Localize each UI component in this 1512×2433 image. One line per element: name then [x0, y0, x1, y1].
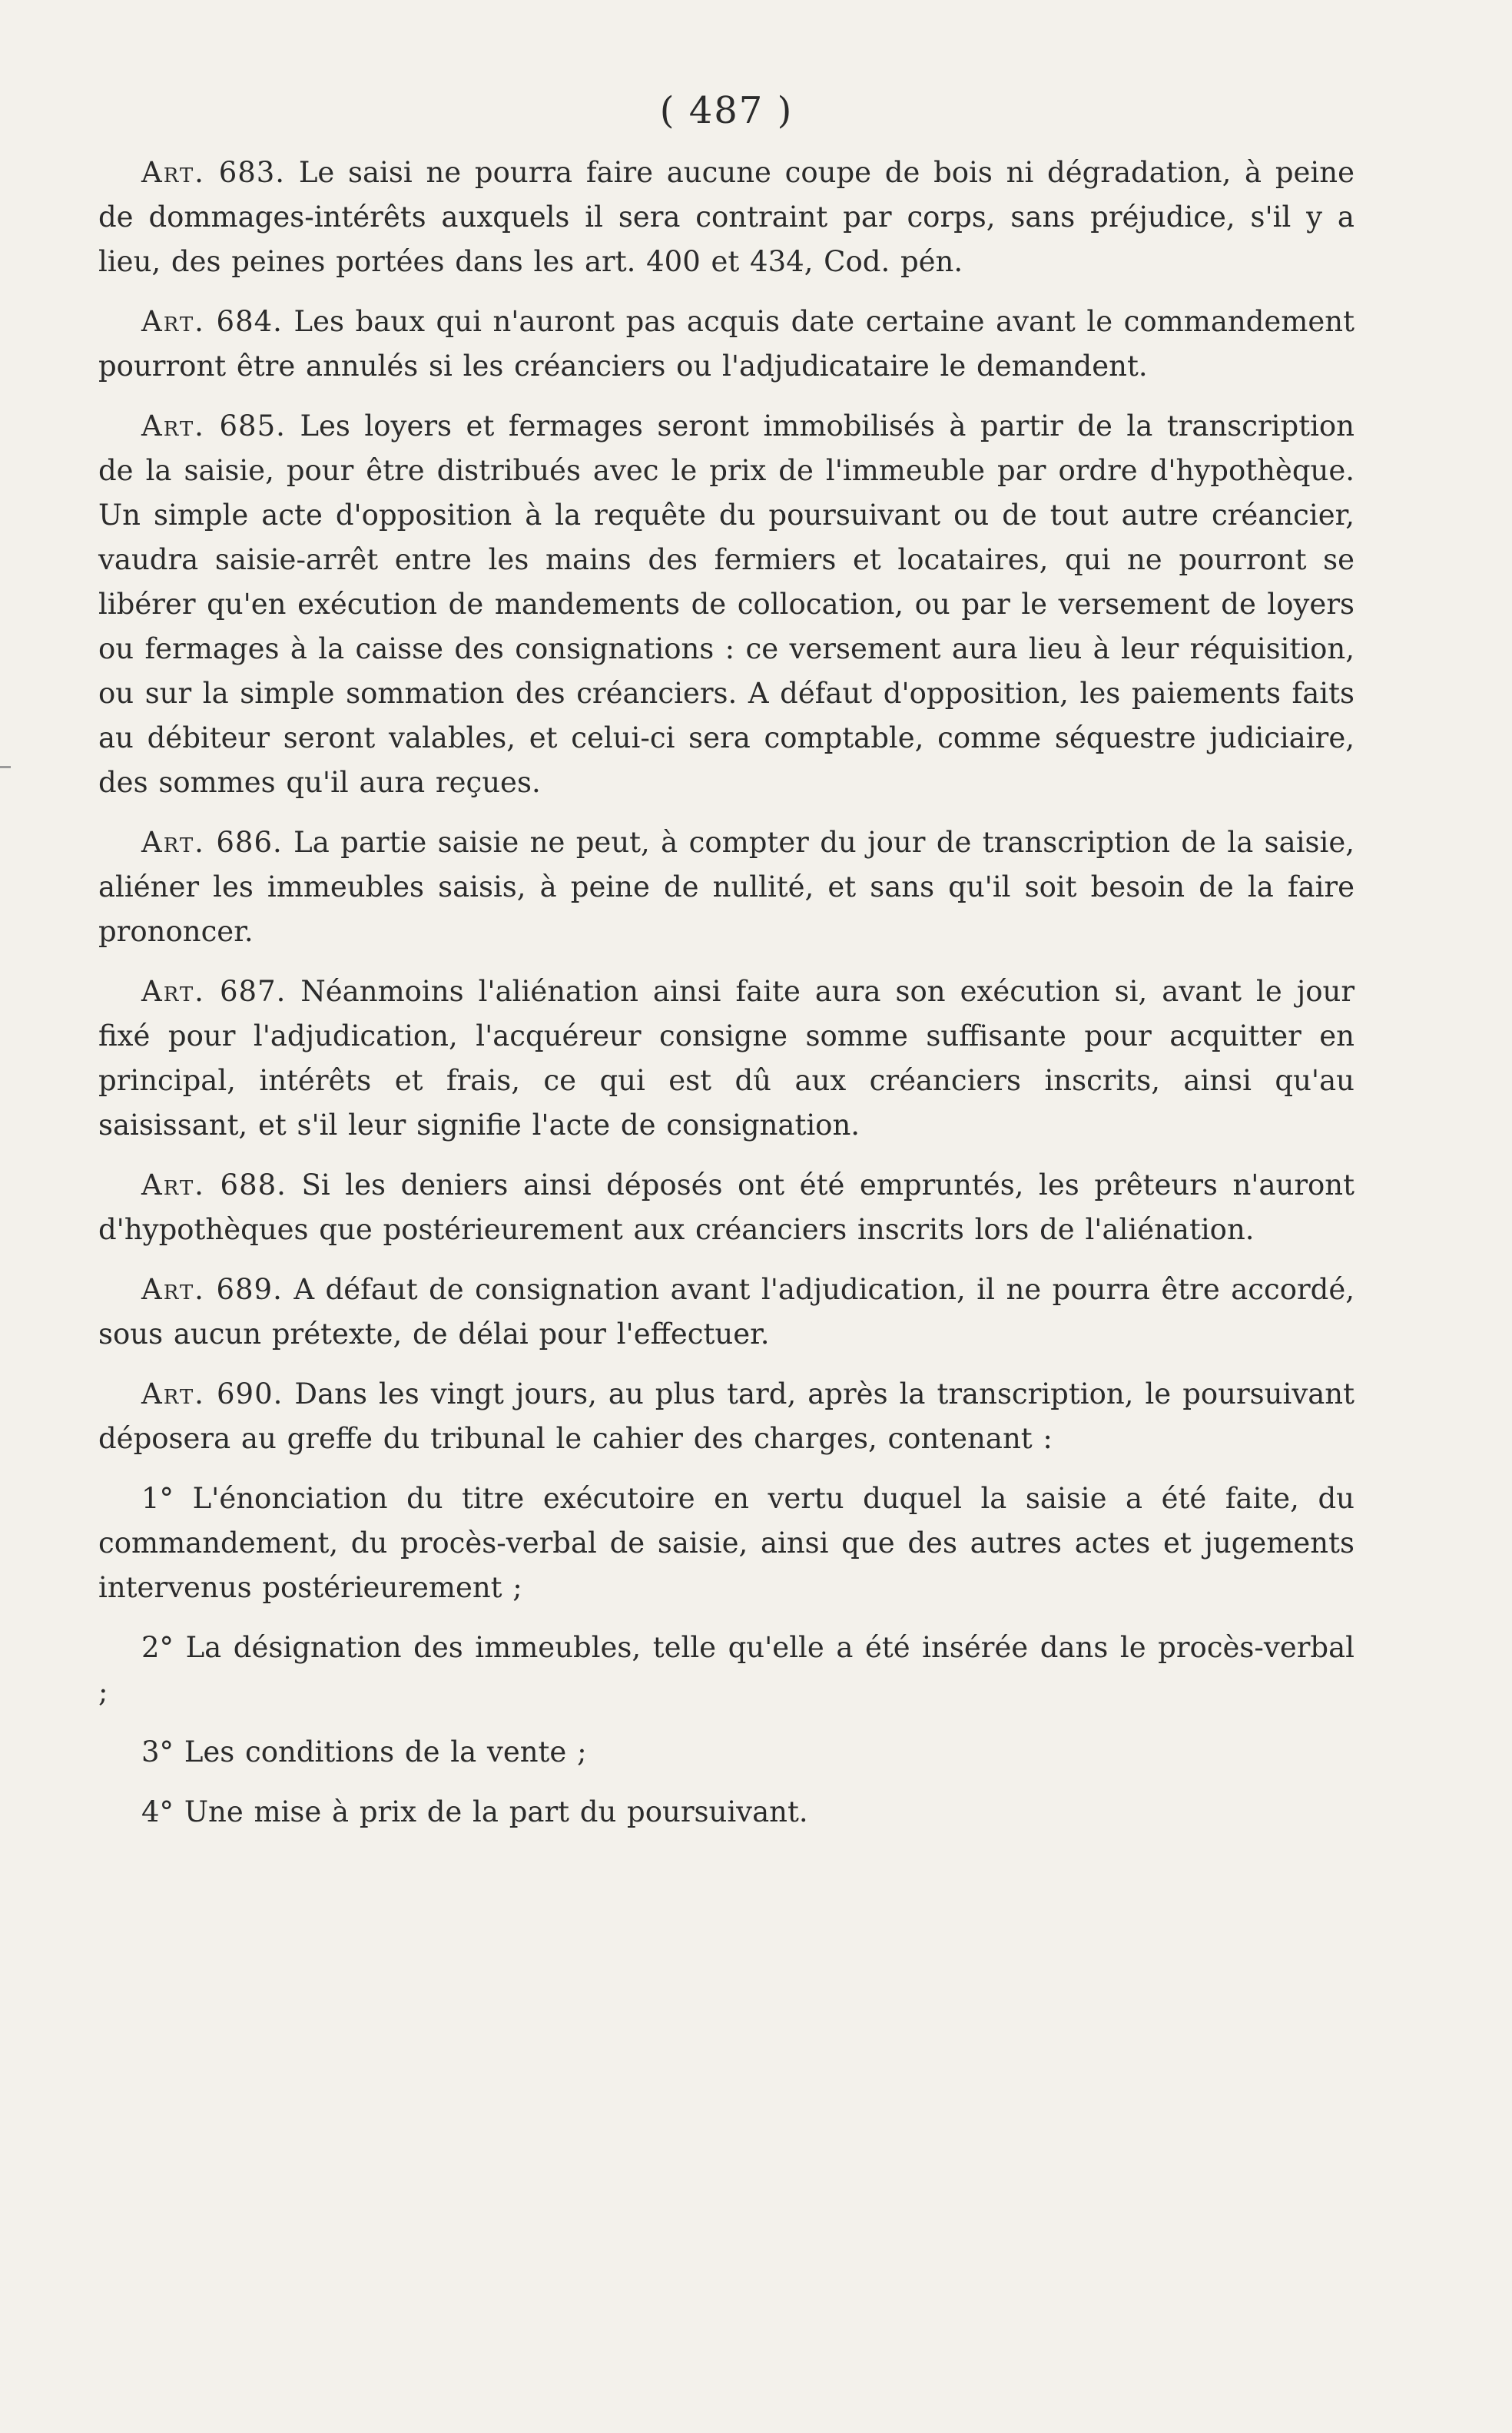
list-item-2	[98, 1626, 1354, 1715]
article-689	[98, 1268, 1354, 1357]
article-683	[98, 151, 1354, 284]
article-text: Si les deniers ainsi déposés ont été empruntés, les prêteurs n'auront d'hypothèques que postérieurement aux créanciers inscrits lors de l'aliénation.	[98, 1168, 1355, 1246]
article-685	[98, 404, 1354, 805]
page-number: ( 487 )	[659, 89, 794, 132]
article-688	[98, 1163, 1354, 1252]
article-text: A défaut de consignation avant l'adjudication, il ne pourra être accordé, sous aucun prétexte, de délai pour l'effectuer.	[98, 1273, 1355, 1351]
article-684	[98, 300, 1354, 389]
article-label: Art.	[141, 156, 205, 189]
article-text: La partie saisie ne peut, à compter du jour de transcription de la saisie, aliéner les immeubles saisis, à peine de nullité, et sans qu'il soit besoin de la faire prononcer.	[98, 826, 1355, 948]
article-text: Néanmoins l'aliénation ainsi faite aura son exécution si, avant le jour fixé pour l'adjudication, l'acquéreur consigne somme suffisante pour acquitter en principal, intérêts et frais, ce qui est dû aux créanciers inscrits, ainsi qu'au saisissant, et s'il leur signifie l'acte de consignation.	[98, 975, 1355, 1142]
article-number: 687.	[219, 975, 287, 1008]
article-number: 685.	[219, 409, 286, 443]
article-690	[98, 1372, 1354, 1461]
article-number: 683.	[218, 156, 286, 189]
list-item-4	[98, 1790, 1354, 1835]
article-text: Le saisi ne pourra faire aucune coupe de bois ni dégradation, à peine de dommages-intérêts auxquels il sera contraint par corps, sans préjudice, s'il y a lieu, des peines portées dans les art. 400 et 434, Cod. pén.	[98, 156, 1354, 278]
article-label: Art.	[141, 409, 205, 443]
list-marker: 1°	[141, 1482, 174, 1515]
article-label: Art.	[141, 1168, 205, 1202]
article-number: 688.	[220, 1168, 287, 1202]
article-text: Les baux qui n'auront pas acquis date certaine avant le commandement pourront être annulés si les créanciers ou l'adjudicataire le demandent.	[98, 305, 1354, 383]
article-label: Art.	[141, 826, 205, 859]
article-686	[98, 820, 1354, 954]
list-marker: 2°	[141, 1631, 174, 1664]
page-edge-mark	[0, 766, 11, 768]
list-marker: 3°	[141, 1735, 174, 1768]
list-item-text: Une mise à prix de la part du poursuivant.	[184, 1795, 808, 1828]
article-number: 689.	[216, 1273, 283, 1306]
article-text: Dans les vingt jours, au plus tard, après la transcription, le poursuivant déposera au greffe du tribunal le cahier des charges, contenant :	[98, 1377, 1354, 1455]
article-687	[98, 970, 1354, 1148]
article-number: 686.	[216, 826, 283, 859]
article-label: Art.	[141, 305, 205, 338]
list-item-text: L'énonciation du titre exécutoire en vertu duquel la saisie a été faite, du commandement, du procès-verbal de saisie, ainsi que des autres actes et jugements intervenus postérieurement ;	[98, 1482, 1354, 1604]
article-label: Art.	[141, 1377, 205, 1410]
article-number: 690.	[216, 1377, 284, 1410]
article-text: Les loyers et fermages seront immobilisés à partir de la transcription de la saisie, pour être distribués avec le prix de l'immeuble par ordre d'hypothèque. Un simple acte d'opposition à la requête du poursuivant ou de tout autre créancier, vaudra saisie-arrêt entre les mains des fermiers et locataires, qui ne pourront se libérer qu'en exécution de mandements de collocation, ou par le versement de loyers ou fermages à la caisse des consignations : ce versement aura lieu à leur réquisition, ou sur la simple sommation des créanciers. A défaut d'opposition, les paiements faits au débiteur seront valables, et celui-ci sera comptable, comme séquestre judiciaire, des sommes qu'il aura reçues.	[98, 409, 1355, 799]
list-item-text: Les conditions de la vente ;	[184, 1735, 587, 1768]
list-marker: 4°	[141, 1795, 174, 1828]
list-item-1	[98, 1477, 1354, 1610]
list-item-text: La désignation des immeubles, telle qu'elle a été insérée dans le procès-verbal ;	[98, 1631, 1354, 1709]
article-label: Art.	[141, 975, 205, 1008]
article-number: 684.	[216, 305, 283, 338]
list-item-3	[98, 1730, 1354, 1775]
article-label: Art.	[141, 1273, 205, 1306]
